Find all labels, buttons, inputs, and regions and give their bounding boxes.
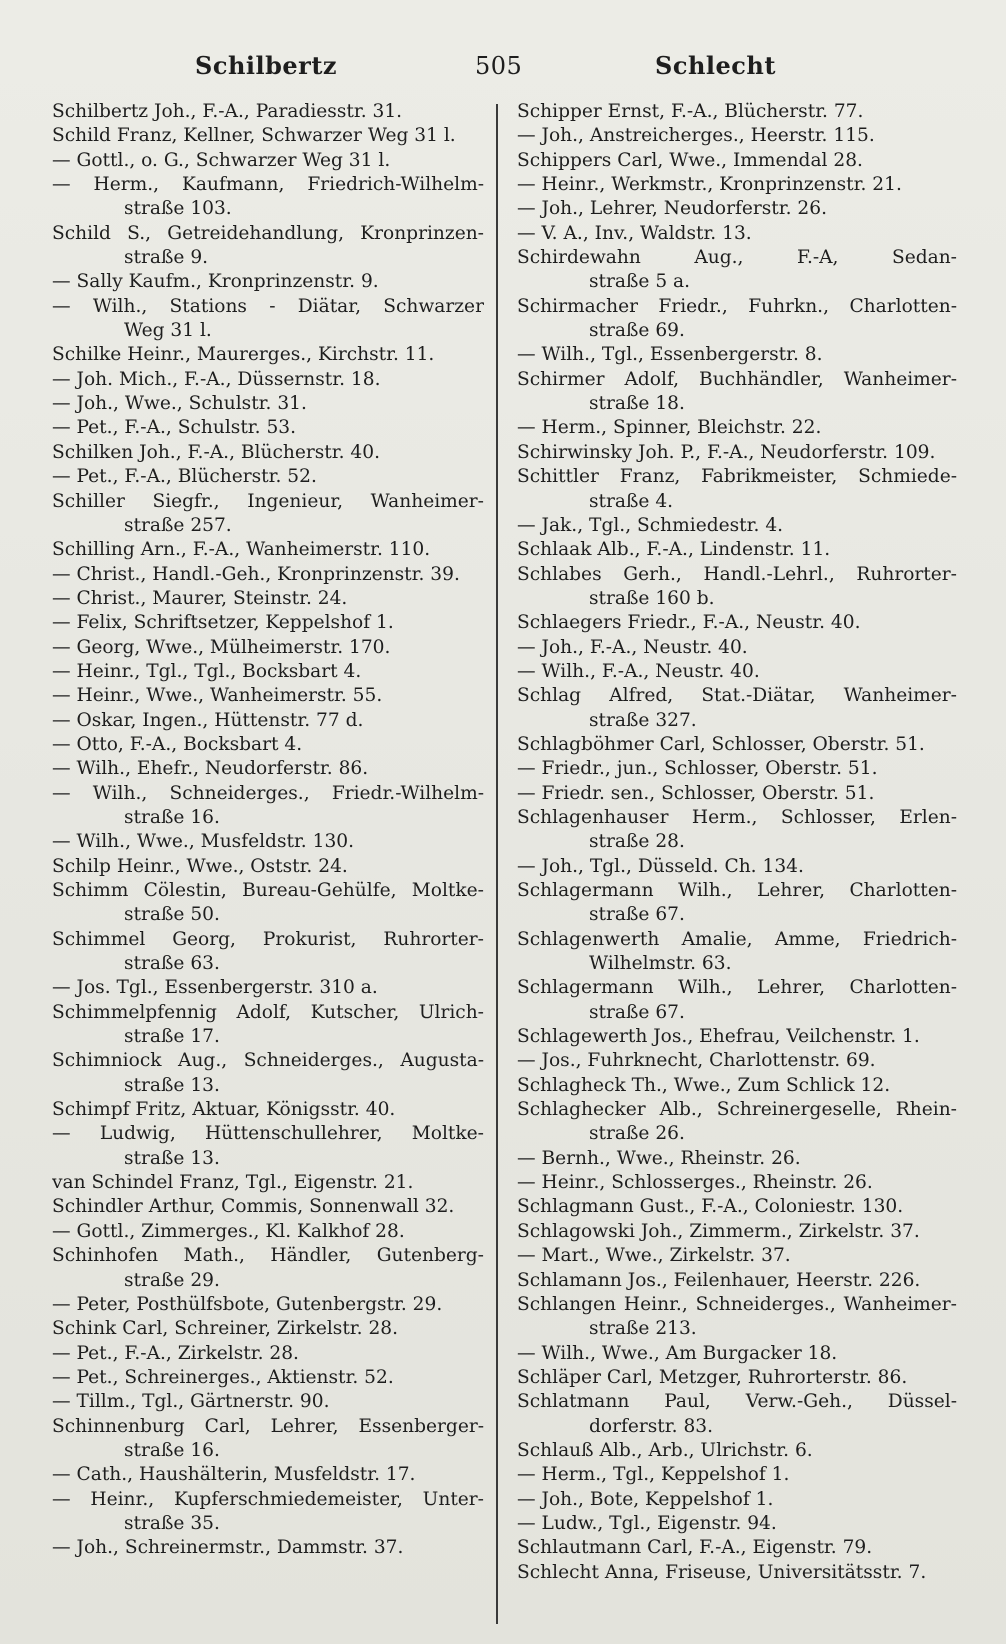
directory-entry-line: Schlag Alfred, Stat.-Diätar, Wanheimer- — [517, 685, 957, 707]
directory-entry-line: — Jos. Tgl., Essenbergerstr. 310 a. — [52, 977, 378, 999]
directory-entry-line: — Georg, Wwe., Mülheimerstr. 170. — [52, 636, 391, 658]
directory-entry-line: — Friedr., jun., Schlosser, Oberstr. 51. — [517, 758, 878, 780]
directory-entry-line: — Joh., Tgl., Düsseld. Ch. 134. — [517, 855, 804, 877]
directory-entry-line: straße 35. — [124, 1512, 220, 1534]
directory-entry-line: — Wilh., F.-A., Neustr. 40. — [517, 660, 760, 682]
directory-entry-line: — Jos., Fuhrknecht, Charlottenstr. 69. — [517, 1050, 876, 1072]
directory-entry-line: — Heinr., Tgl., Tgl., Bocksbart 4. — [52, 660, 362, 682]
directory-entry-line: — Herm., Kaufmann, Friedrich-Wilhelm- — [52, 174, 484, 196]
directory-entry-line: straße 16. — [124, 806, 220, 828]
directory-entry-line: straße 69. — [589, 320, 685, 342]
directory-entry-line: Schlabes Gerh., Handl.-Lehrl., Ruhrorter- — [517, 563, 957, 585]
directory-entry-line: straße 18. — [589, 393, 685, 415]
directory-entry-line: straße 67. — [589, 904, 685, 926]
directory-entry-line: — Peter, Posthülfsbote, Gutenbergstr. 29. — [52, 1293, 443, 1315]
directory-entry-line: Schlauß Alb., Arb., Ulrichstr. 6. — [517, 1439, 813, 1461]
directory-entry-line: Schippers Carl, Wwe., Immendal 28. — [517, 149, 863, 171]
directory-entry-line: — Herm., Spinner, Bleichstr. 22. — [517, 417, 822, 439]
directory-entry-line: dorferstr. 83. — [589, 1415, 714, 1437]
directory-entry-line: Schlaegers Friedr., F.-A., Neustr. 40. — [517, 612, 861, 634]
directory-entry-line: Schlagewerth Jos., Ehefrau, Veilchenstr. 1. — [517, 1026, 920, 1048]
directory-entry-line: Schinnenburg Carl, Lehrer, Essenberger- — [52, 1415, 484, 1437]
directory-entry-line: Schlamann Jos., Feilenhauer, Heerstr. 226. — [517, 1269, 921, 1291]
directory-entry-line: — Sally Kaufm., Kronprinzenstr. 9. — [52, 271, 379, 293]
directory-entry-line: Schlagheck Th., Wwe., Zum Schlick 12. — [517, 1074, 891, 1096]
directory-entry-line: straße 9. — [124, 247, 209, 269]
directory-entry-line: — Wilh., Stations - Diätar, Schwarzer — [52, 295, 484, 317]
directory-entry-line: Schlagenwerth Amalie, Amme, Friedrich- — [517, 928, 957, 950]
directory-entry-line: straße 257. — [124, 514, 232, 536]
directory-entry-line: straße 67. — [589, 1001, 685, 1023]
directory-entry-line: Schlangen Heinr., Schneiderges., Wanheimer- — [517, 1293, 957, 1315]
directory-entry-line: straße 13. — [124, 1074, 220, 1096]
directory-entry-line: Schimpf Fritz, Aktuar, Königsstr. 40. — [52, 1099, 396, 1121]
directory-entry-line: — Ludwig, Hüttenschullehrer, Moltke- — [52, 1123, 484, 1145]
directory-entry-line: Schlecht Anna, Friseuse, Universitätsstr. 7. — [517, 1561, 927, 1583]
directory-entry-line: Schlaak Alb., F.-A., Lindenstr. 11. — [517, 539, 831, 561]
directory-entry-line: Schimm Cölestin, Bureau-Gehülfe, Moltke- — [52, 880, 484, 901]
directory-entry-line: Schilp Heinr., Wwe., Oststr. 24. — [52, 855, 348, 877]
directory-entry-line: Schinhofen Math., Händler, Gutenberg- — [52, 1245, 484, 1267]
directory-entry-line: Schlagmann Gust., F.-A., Coloniestr. 130. — [517, 1196, 904, 1218]
header-left-keyword: Schilbertz — [195, 51, 338, 80]
directory-entry-line: — Pet., F.-A., Blücherstr. 52. — [52, 466, 317, 488]
directory-entry-line: Schlagowski Joh., Zimmerm., Zirkelstr. 37. — [517, 1220, 920, 1242]
directory-entry-line: Schlagböhmer Carl, Schlosser, Oberstr. 51. — [517, 733, 925, 755]
directory-entry-line: straße 29. — [124, 1269, 220, 1291]
directory-entry-line: — Wilh., Tgl., Essenbergerstr. 8. — [517, 344, 823, 366]
page-number: 505 — [475, 52, 523, 80]
directory-entry-line: — Joh. Mich., F.-A., Düssernstr. 18. — [52, 368, 381, 390]
directory-entry-line: Schlagermann Wilh., Lehrer, Charlotten- — [517, 880, 957, 901]
directory-entry-line: straße 327. — [589, 709, 697, 731]
directory-entry-line: — Bernh., Wwe., Rheinstr. 26. — [517, 1147, 801, 1169]
directory-entry-line: — Gottl., Zimmerges., Kl. Kalkhof 28. — [52, 1220, 405, 1242]
directory-entry-line: Schink Carl, Schreiner, Zirkelstr. 28. — [52, 1318, 399, 1340]
directory-entry-line: — Joh., Schreinermstr., Dammstr. 37. — [52, 1537, 404, 1559]
directory-entry-line: — Oskar, Ingen., Hüttenstr. 77 d. — [52, 709, 364, 731]
directory-entry-line: straße 103. — [124, 198, 232, 220]
directory-entry-line: — Otto, F.-A., Bocksbart 4. — [52, 733, 303, 755]
directory-entry-line: Schlautmann Carl, F.-A., Eigenstr. 79. — [517, 1537, 873, 1559]
directory-entry-line: van Schindel Franz, Tgl., Eigenstr. 21. — [52, 1172, 414, 1194]
right-column — [517, 100, 957, 1640]
directory-entry-line: — Ludw., Tgl., Eigenstr. 94. — [517, 1512, 777, 1534]
directory-entry-line: — Joh., Bote, Keppelshof 1. — [517, 1488, 774, 1510]
directory-entry-line: straße 63. — [124, 953, 220, 975]
directory-entry-line: straße 50. — [124, 904, 220, 926]
directory-entry-line: — Herm., Tgl., Keppelshof 1. — [517, 1464, 790, 1486]
directory-entry-line: — Heinr., Schlosserges., Rheinstr. 26. — [517, 1172, 873, 1194]
directory-entry-line: straße 13. — [124, 1147, 220, 1169]
directory-entry-line: Schiller Siegfr., Ingenieur, Wanheimer- — [52, 490, 484, 512]
directory-entry-line: Schindler Arthur, Commis, Sonnenwall 32. — [52, 1196, 455, 1218]
directory-entry-line: Schittler Franz, Fabrikmeister, Schmiede- — [517, 466, 957, 488]
directory-entry-line: Schlatmann Paul, Verw.-Geh., Düssel- — [517, 1391, 957, 1413]
directory-entry-line: — Joh., Anstreicherges., Heerstr. 115. — [517, 125, 875, 147]
directory-entry-line: Schimniock Aug., Schneiderges., Augusta- — [52, 1050, 484, 1072]
left-column — [52, 100, 484, 1640]
directory-entry-line: — Wilh., Schneiderges., Friedr.-Wilhelm- — [52, 782, 484, 804]
directory-entry-line: straße 26. — [589, 1123, 685, 1145]
directory-entry-line: — Pet., F.-A., Zirkelstr. 28. — [52, 1342, 299, 1364]
directory-entry-line: Schilken Joh., F.-A., Blücherstr. 40. — [52, 441, 381, 463]
header-right-keyword: Schlecht — [655, 51, 776, 80]
directory-entry-line: — Joh., Wwe., Schulstr. 31. — [52, 393, 307, 415]
directory-entry-line: — Wilh., Wwe., Am Burgacker 18. — [517, 1342, 838, 1364]
directory-entry-line: Schimmelpfennig Adolf, Kutscher, Ulrich- — [52, 1001, 484, 1023]
directory-entry-line: — Cath., Haushälterin, Musfeldstr. 17. — [52, 1464, 416, 1486]
directory-entry-line: — Joh., Lehrer, Neudorferstr. 26. — [517, 198, 828, 220]
directory-entry-line: Schilke Heinr., Maurerges., Kirchstr. 11. — [52, 344, 435, 366]
directory-entry-line: — Pet., Schreinerges., Aktienstr. 52. — [52, 1366, 394, 1388]
directory-entry-line: Schilling Arn., F.-A., Wanheimerstr. 110. — [52, 539, 431, 561]
directory-entry-line: Schirwinsky Joh. P., F.-A., Neudorferstr. 109. — [517, 441, 936, 463]
directory-entry-line: Wilhelmstr. 63. — [589, 953, 732, 975]
directory-entry-line: straße 28. — [589, 831, 685, 853]
directory-entry-line: straße 213. — [589, 1318, 697, 1340]
directory-entry-line: straße 16. — [124, 1439, 220, 1461]
directory-entry-line: straße 5 a. — [589, 271, 691, 293]
directory-entry-line: — Wilh., Ehefr., Neudorferstr. 86. — [52, 758, 369, 780]
directory-entry-line: — Christ., Handl.-Geh., Kronprinzenstr. 39. — [52, 563, 460, 585]
directory-entry-line: Schirmer Adolf, Buchhändler, Wanheimer- — [517, 368, 957, 390]
directory-entry-line: Schirdewahn Aug., F.-A, Sedan- — [517, 247, 957, 269]
directory-entry-line: — Christ., Maurer, Steinstr. 24. — [52, 587, 348, 609]
directory-entry-line: — Wilh., Wwe., Musfeldstr. 130. — [52, 831, 355, 853]
directory-entry-line: Schilbertz Joh., F.-A., Paradiesstr. 31. — [52, 101, 403, 122]
directory-entry-line: Schirmacher Friedr., Fuhrkn., Charlotten- — [517, 295, 957, 317]
directory-entry-line: — Heinr., Kupferschmiedemeister, Unter- — [52, 1488, 484, 1510]
directory-entry-line: Schipper Ernst, F.-A., Blücherstr. 77. — [517, 101, 864, 122]
directory-entry-line: Schild Franz, Kellner, Schwarzer Weg 31 l. — [52, 125, 456, 147]
directory-entry-line: Schlagermann Wilh., Lehrer, Charlotten- — [517, 977, 957, 999]
directory-entry-line: — Joh., F.-A., Neustr. 40. — [517, 636, 748, 658]
directory-entry-line: — Friedr. sen., Schlosser, Oberstr. 51. — [517, 782, 875, 804]
directory-entry-line: straße 4. — [589, 490, 674, 512]
directory-entry-line: — Pet., F.-A., Schulstr. 53. — [52, 417, 297, 439]
directory-entry-line: — Heinr., Wwe., Wanheimerstr. 55. — [52, 685, 383, 707]
directory-entry-line: — Tillm., Tgl., Gärtnerstr. 90. — [52, 1391, 330, 1413]
directory-entry-line: Schimmel Georg, Prokurist, Ruhrorter- — [52, 928, 484, 950]
directory-entry-line: — V. A., Inv., Waldstr. 13. — [517, 222, 752, 244]
directory-entry-line: Schlaghecker Alb., Schreinergeselle, Rhein- — [517, 1099, 957, 1121]
directory-entry-line: Weg 31 l. — [124, 320, 212, 342]
directory-entry-line: — Heinr., Werkmstr., Kronprinzenstr. 21. — [517, 174, 902, 196]
directory-entry-line: straße 160 b. — [589, 587, 715, 609]
directory-entry-line: — Felix, Schriftsetzer, Keppelshof 1. — [52, 612, 394, 634]
directory-entry-line: Schläper Carl, Metzger, Ruhrorterstr. 86. — [517, 1366, 908, 1388]
directory-entry-line: straße 17. — [124, 1026, 220, 1048]
directory-entry-line: — Gottl., o. G., Schwarzer Weg 31 l. — [52, 149, 391, 171]
directory-entry-line: Schild S., Getreidehandlung, Kronprinzen- — [52, 222, 484, 244]
directory-entry-line: — Mart., Wwe., Zirkelstr. 37. — [517, 1245, 791, 1267]
page-header — [0, 46, 1006, 86]
column-divider — [496, 104, 498, 1624]
directory-entry-line: Schlagenhauser Herm., Schlosser, Erlen- — [517, 806, 957, 828]
directory-entry-line: — Jak., Tgl., Schmiedestr. 4. — [517, 514, 784, 536]
